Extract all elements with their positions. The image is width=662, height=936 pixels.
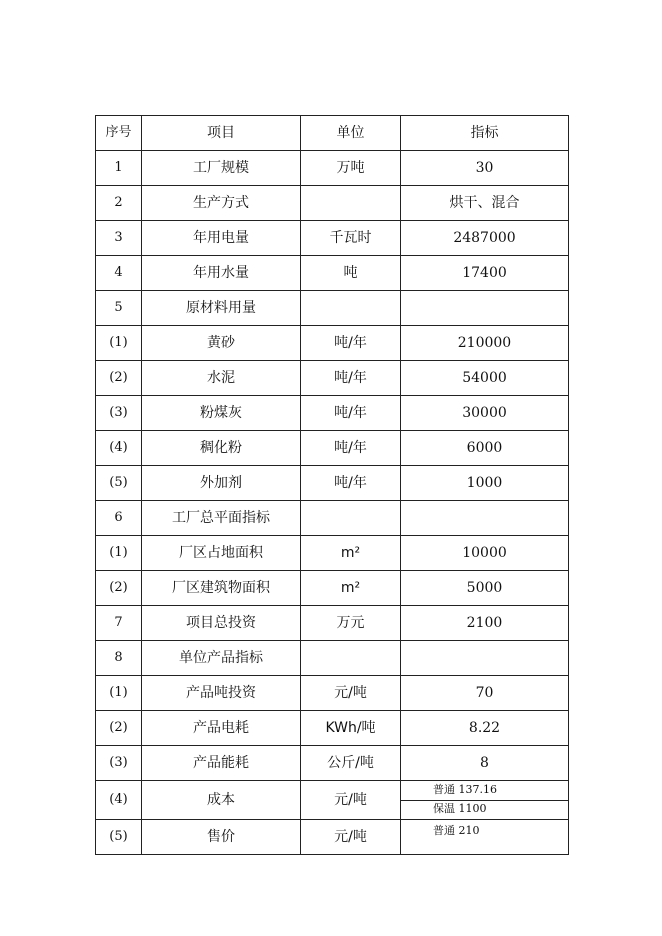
row-unit: 吨/年 [301, 466, 401, 501]
row-unit: 公斤/吨 [301, 746, 401, 781]
row-unit: 万吨 [301, 151, 401, 186]
table-row [96, 396, 569, 431]
cost-value-regular: 普通 137.16 [401, 782, 568, 801]
price-value: 普通 210 [433, 824, 480, 837]
row-item: 年用水量 [142, 256, 301, 291]
row-unit: 元/吨 [301, 781, 401, 820]
row-no: 2 [96, 186, 142, 221]
row-value [401, 641, 569, 676]
row-item: 外加剂 [142, 466, 301, 501]
row-value: 54000 [401, 361, 569, 396]
table-row [96, 466, 569, 501]
row-no: (4) [96, 781, 142, 820]
table-row [96, 326, 569, 361]
row-no: (3) [96, 396, 142, 431]
row-item: 厂区占地面积 [142, 536, 301, 571]
row-value [401, 501, 569, 536]
row-unit [301, 501, 401, 536]
row-item: 黄砂 [142, 326, 301, 361]
row-unit: 吨/年 [301, 431, 401, 466]
table-row [96, 501, 569, 536]
row-value [401, 781, 569, 820]
row-value: 10000 [401, 536, 569, 571]
table-row [96, 221, 569, 256]
row-no: (1) [96, 536, 142, 571]
row-item: 成本 [142, 781, 301, 820]
row-no: (1) [96, 676, 142, 711]
row-unit: 吨/年 [301, 326, 401, 361]
row-unit [301, 291, 401, 326]
table-row [96, 676, 569, 711]
row-no: 4 [96, 256, 142, 291]
row-no: 7 [96, 606, 142, 641]
row-unit: 万元 [301, 606, 401, 641]
row-item: 粉煤灰 [142, 396, 301, 431]
header-row [96, 116, 569, 151]
row-no: (2) [96, 711, 142, 746]
table-row [96, 820, 569, 855]
row-value: 5000 [401, 571, 569, 606]
row-no: (5) [96, 820, 142, 855]
row-unit: 元/吨 [301, 676, 401, 711]
row-unit [301, 641, 401, 676]
row-value: 8 [401, 746, 569, 781]
table-row [96, 361, 569, 396]
row-no: 1 [96, 151, 142, 186]
row-unit: 吨 [301, 256, 401, 291]
row-value: 2487000 [401, 221, 569, 256]
table-row [96, 641, 569, 676]
row-unit: m² [301, 571, 401, 606]
table-row [96, 781, 569, 820]
row-item: 单位产品指标 [142, 641, 301, 676]
row-item: 产品电耗 [142, 711, 301, 746]
row-value: 70 [401, 676, 569, 711]
row-value: 2100 [401, 606, 569, 641]
row-item: 厂区建筑物面积 [142, 571, 301, 606]
indicator-table [95, 115, 569, 855]
row-no: 5 [96, 291, 142, 326]
header-value: 指标 [401, 116, 569, 151]
row-item: 生产方式 [142, 186, 301, 221]
row-value: 30000 [401, 396, 569, 431]
row-value: 210000 [401, 326, 569, 361]
table-row [96, 291, 569, 326]
table-row [96, 186, 569, 221]
row-item: 稠化粉 [142, 431, 301, 466]
row-no: 8 [96, 641, 142, 676]
row-no: (5) [96, 466, 142, 501]
row-unit: KWh/吨 [301, 711, 401, 746]
header-item: 项目 [142, 116, 301, 151]
row-item: 产品能耗 [142, 746, 301, 781]
row-no: (4) [96, 431, 142, 466]
row-value: 烘干、混合 [401, 186, 569, 221]
row-item: 年用电量 [142, 221, 301, 256]
table-row [96, 256, 569, 291]
header-no: 序号 [96, 116, 142, 151]
row-value: 8.22 [401, 711, 569, 746]
row-unit: 吨/年 [301, 361, 401, 396]
cost-value-insulated: 保温 1100 [433, 801, 487, 815]
row-item: 水泥 [142, 361, 301, 396]
row-unit: 千瓦时 [301, 221, 401, 256]
row-value: 1000 [401, 466, 569, 501]
table-row [96, 711, 569, 746]
row-value: 6000 [401, 431, 569, 466]
row-unit: 元/吨 [301, 820, 401, 855]
row-item: 原材料用量 [142, 291, 301, 326]
row-no: (2) [96, 361, 142, 396]
row-no: (1) [96, 326, 142, 361]
table-row [96, 746, 569, 781]
row-no: (3) [96, 746, 142, 781]
table-row [96, 536, 569, 571]
row-unit [301, 186, 401, 221]
table-row [96, 606, 569, 641]
row-no: 6 [96, 501, 142, 536]
row-item: 工厂规模 [142, 151, 301, 186]
header-unit: 单位 [301, 116, 401, 151]
table-row [96, 431, 569, 466]
row-item: 产品吨投资 [142, 676, 301, 711]
row-no: 3 [96, 221, 142, 256]
table-row [96, 151, 569, 186]
row-value: 30 [401, 151, 569, 186]
row-value [401, 820, 569, 855]
row-item: 项目总投资 [142, 606, 301, 641]
row-unit: 吨/年 [301, 396, 401, 431]
row-no: (2) [96, 571, 142, 606]
row-item: 售价 [142, 820, 301, 855]
row-item: 工厂总平面指标 [142, 501, 301, 536]
row-value [401, 291, 569, 326]
table-row [96, 571, 569, 606]
row-value: 17400 [401, 256, 569, 291]
row-unit: m² [301, 536, 401, 571]
